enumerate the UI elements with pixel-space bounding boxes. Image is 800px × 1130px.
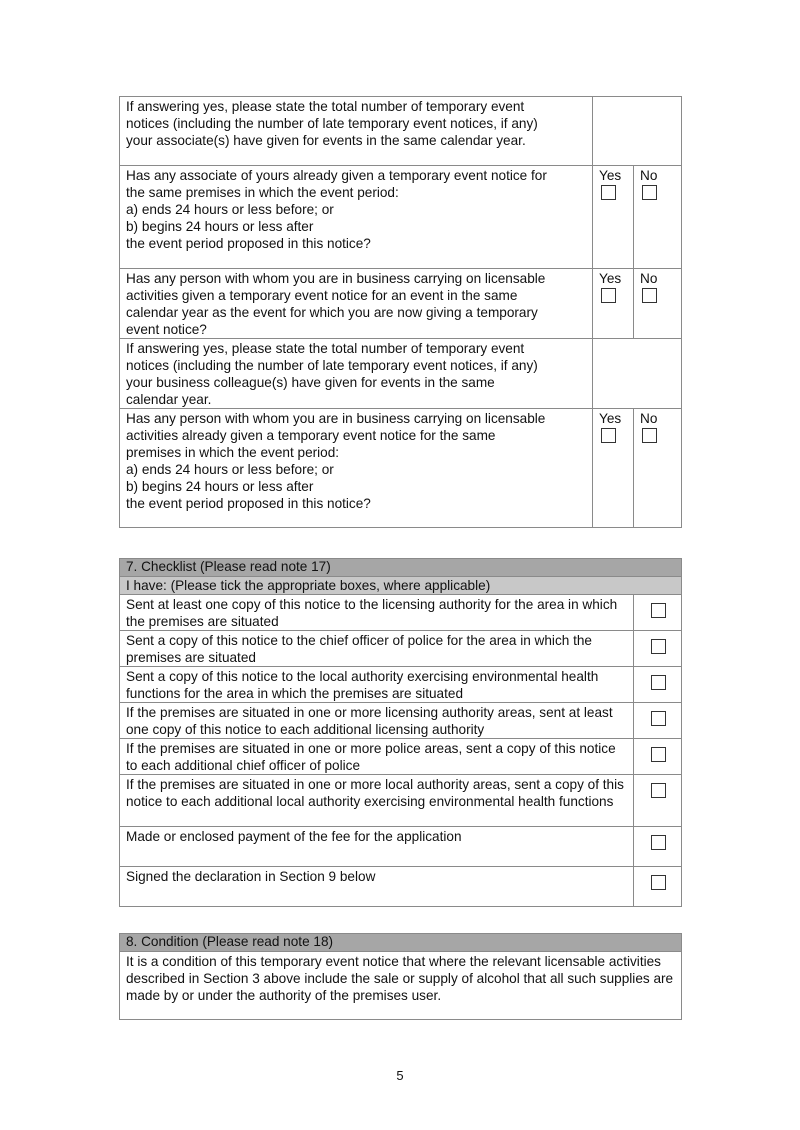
associates-table <box>119 96 682 528</box>
checklist-row <box>120 739 682 775</box>
checklist-checkbox[interactable] <box>651 747 666 762</box>
checklist-item-text: Sent at least one copy of this notice to the licensing authority for the area in which the premises are situated <box>120 595 634 631</box>
checklist-checkbox[interactable] <box>651 603 666 618</box>
checklist-row <box>120 667 682 703</box>
yes-option <box>593 269 634 339</box>
no-option <box>634 409 682 528</box>
yes-label: Yes <box>599 411 622 426</box>
checklist-cell <box>634 667 682 703</box>
no-option <box>634 269 682 339</box>
checklist-item-text: If the premises are situated in one or more police areas, sent a copy of this notice to each additional chief officer of police <box>120 739 634 775</box>
checklist-row <box>120 703 682 739</box>
checklist-subheader <box>120 577 682 595</box>
checklist-row <box>120 827 682 867</box>
table-row <box>120 97 682 166</box>
yes-label: Yes <box>599 168 622 183</box>
question-text: Has any associate of yours already given a temporary event notice for the same premises in which the event period: a) ends 24 hours or less before; or b) begins 24 hours or less after the event period proposed in this notice? <box>120 166 593 269</box>
checklist-item-text: Signed the declaration in Section 9 below <box>120 867 634 907</box>
checklist-checkbox[interactable] <box>651 639 666 654</box>
checklist-cell <box>634 703 682 739</box>
checklist-row <box>120 631 682 667</box>
answer-field[interactable] <box>593 339 682 409</box>
checklist-checkbox[interactable] <box>651 711 666 726</box>
question-text: If answering yes, please state the total number of temporary event notices (including the number of late temporary event notices, if any) your business colleague(s) have given for events in the same calendar year. <box>120 339 593 409</box>
checklist-cell <box>634 775 682 827</box>
yes-option <box>593 409 634 528</box>
no-label: No <box>640 411 658 426</box>
question-text: Has any person with whom you are in business carrying on licensable activities already given a temporary event notice for the same premises in which the event period: a) ends 24 hours or less before; or b) begins 24 hours or less after the event period proposed in this notice? <box>120 409 593 528</box>
checklist-checkbox[interactable] <box>651 783 666 798</box>
no-checkbox[interactable] <box>642 428 657 443</box>
checklist-item-text: If the premises are situated in one or more local authority areas, sent a copy of this notice to each additional local authority exercising environmental health functions <box>120 775 634 827</box>
condition-table <box>119 933 682 1020</box>
checklist-cell <box>634 631 682 667</box>
checklist-cell <box>634 827 682 867</box>
checklist-item-text: Sent a copy of this notice to the chief officer of police for the area in which the premises are situated <box>120 631 634 667</box>
yes-checkbox[interactable] <box>601 428 616 443</box>
checklist-checkbox[interactable] <box>651 835 666 850</box>
page-number: 5 <box>396 1068 404 1083</box>
checklist-cell <box>634 739 682 775</box>
answer-field[interactable] <box>593 97 682 166</box>
checklist-item-text: If the premises are situated in one or more licensing authority areas, sent at least one copy of this notice to each additional licensing authority <box>120 703 634 739</box>
checklist-title: 7. Checklist (Please read note 17) <box>120 559 682 577</box>
condition-title: 8. Condition (Please read note 18) <box>120 934 682 952</box>
no-label: No <box>640 271 658 286</box>
no-checkbox[interactable] <box>642 288 657 303</box>
yes-checkbox[interactable] <box>601 185 616 200</box>
checklist-row <box>120 595 682 631</box>
question-text: Has any person with whom you are in business carrying on licensable activities given a temporary event notice for an event in the same calendar year as the event for which you are now giving a temporary event notice? <box>120 269 593 339</box>
no-label: No <box>640 168 658 183</box>
table-row <box>120 339 682 409</box>
table-row <box>120 166 682 269</box>
checklist-item-text: Sent a copy of this notice to the local authority exercising environmental health functions for the area in which the premises are situated <box>120 667 634 703</box>
checklist-row <box>120 775 682 827</box>
table-row <box>120 269 682 339</box>
checklist-item-text: Made or enclosed payment of the fee for the application <box>120 827 634 867</box>
question-text: If answering yes, please state the total number of temporary event notices (including the number of late temporary event notices, if any) your associate(s) have given for events in the same calendar year. <box>120 97 593 166</box>
checklist-table <box>119 558 682 907</box>
checklist-subtitle: I have: (Please tick the appropriate boxes, where applicable) <box>120 577 682 595</box>
condition-text: It is a condition of this temporary event notice that where the relevant licensable activities described in Section 3 above include the sale or supply of alcohol that all such supplies are made by or under the authority of the premises user. <box>120 952 682 1020</box>
table-row <box>120 409 682 528</box>
checklist-cell <box>634 595 682 631</box>
checklist-header <box>120 559 682 577</box>
checklist-cell <box>634 867 682 907</box>
checklist-row <box>120 867 682 907</box>
no-option <box>634 166 682 269</box>
yes-option <box>593 166 634 269</box>
checklist-checkbox[interactable] <box>651 875 666 890</box>
no-checkbox[interactable] <box>642 185 657 200</box>
yes-label: Yes <box>599 271 622 286</box>
condition-header <box>120 934 682 952</box>
condition-row <box>120 952 682 1020</box>
checklist-checkbox[interactable] <box>651 675 666 690</box>
yes-checkbox[interactable] <box>601 288 616 303</box>
